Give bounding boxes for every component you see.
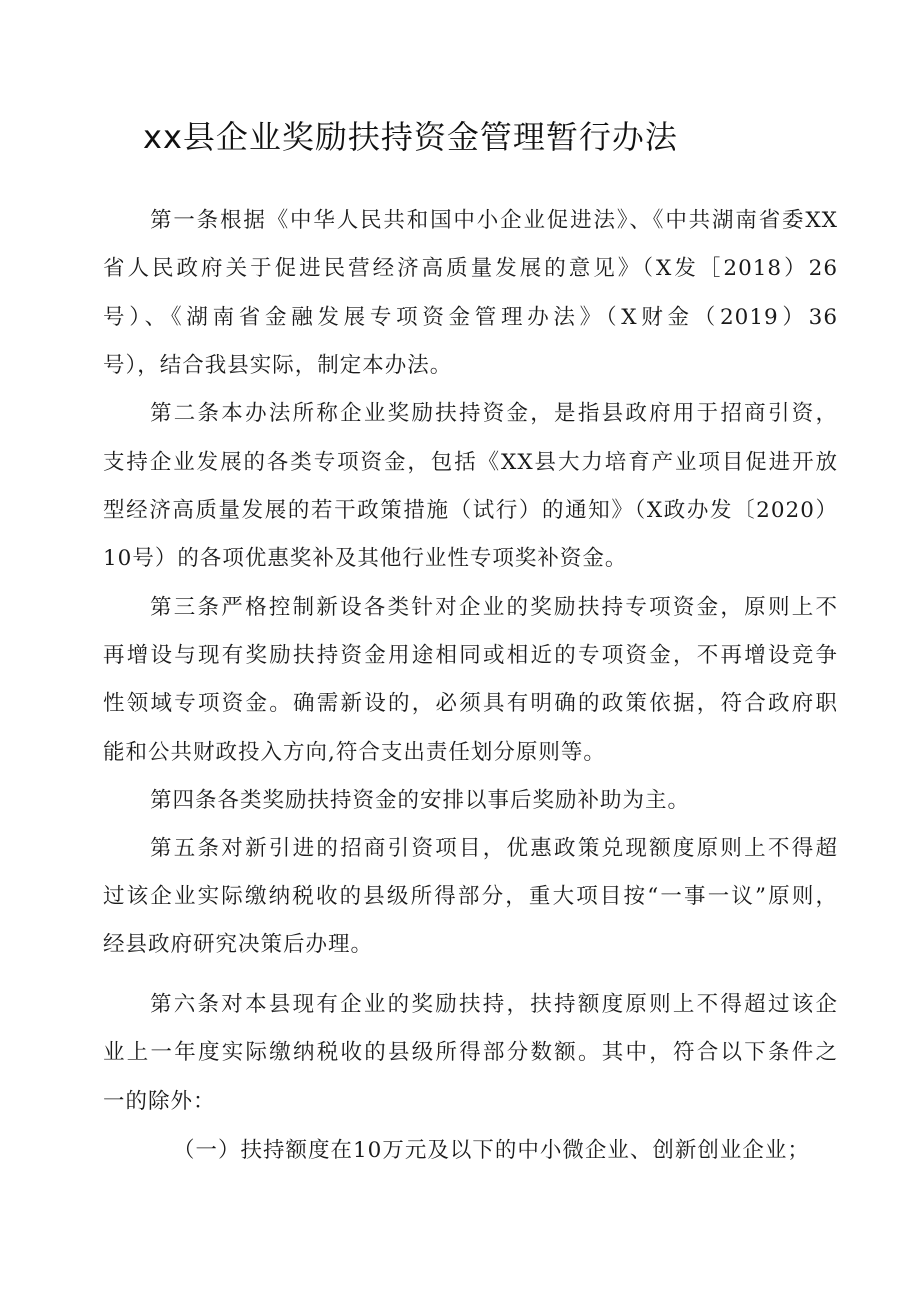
paragraph-line: 第一条根据《中华人民共和国中小企业促进法》、《中共湖南省委XX <box>150 208 838 233</box>
paragraph-line: 第六条对本县现有企业的奖励扶持，扶持额度原则上不得超过该企 <box>150 992 838 1017</box>
paragraph-line: 性领域专项资金。确需新设的，必须具有明确的政策依据，符合政府职 <box>103 691 838 716</box>
paragraph-line: 10号）的各项优惠奖补及其他行业性专项奖补资金。 <box>103 546 628 571</box>
paragraph-line: 一的除外： <box>103 1089 216 1114</box>
paragraph-line: 业上一年度实际缴纳税收的县级所得部分数额。其中，符合以下条件之 <box>103 1040 838 1065</box>
paragraph-line: 号）、《湖南省金融发展专项资金管理办法》（X财金（2019）36 <box>103 305 838 330</box>
paragraph-line: 第二条本办法所称企业奖励扶持资金，是指县政府用于招商引资， <box>150 401 838 426</box>
paragraph-line: 第五条对新引进的招商引资项目，优惠政策兑现额度原则上不得超 <box>150 836 838 861</box>
paragraph-line: 号），结合我县实际，制定本办法。 <box>103 353 453 378</box>
paragraph-line: 再增设与现有奖励扶持资金用途相同或相近的专项资金，不再增设竞争 <box>103 643 838 668</box>
paragraph-line: 省人民政府关于促进民营经济高质量发展的意见》（X发［2018）26 <box>103 256 838 281</box>
paragraph-line: 能和公共财政投入方向,符合支出责任划分原则等。 <box>103 740 606 765</box>
paragraph-line: 经县政府研究决策后办理。 <box>103 932 374 957</box>
paragraph-line: 过该企业实际缴纳税收的县级所得部分，重大项目按“一事一议”原则， <box>103 884 838 909</box>
document-title: xx县企业奖励扶持资金管理暂行办法 <box>143 118 678 156</box>
paragraph-line: 第三条严格控制新设各类针对企业的奖励扶持专项资金，原则上不 <box>150 595 838 620</box>
paragraph-line: 第四条各类奖励扶持资金的安排以事后奖励补助为主。 <box>150 788 691 813</box>
list-item: （一）扶持额度在10万元及以下的中小微企业、创新创业企业； <box>173 1138 810 1163</box>
paragraph-line: 型经济高质量发展的若干政策措施（试行）的通知》（X政办发〔2020） <box>103 498 838 523</box>
paragraph-line: 支持企业发展的各类专项资金，包括《XX县大力培育产业项目促进开放 <box>103 450 838 475</box>
